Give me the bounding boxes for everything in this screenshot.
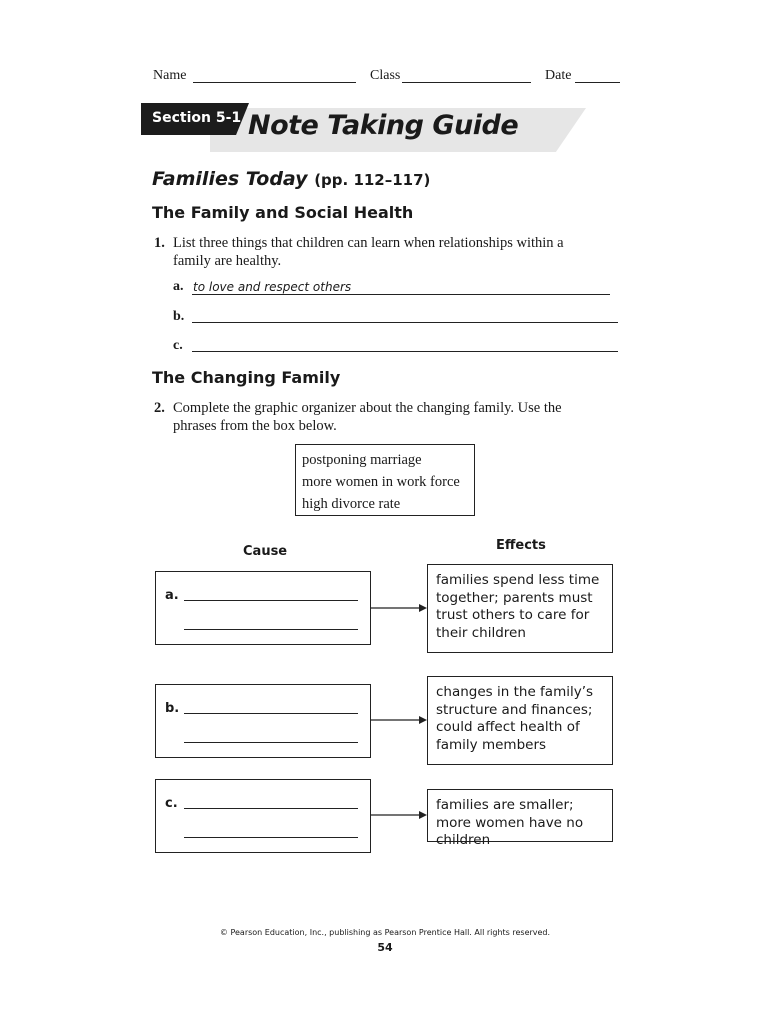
arrow-right-icon (371, 809, 429, 821)
section-tab-label: Section 5-1 (152, 110, 242, 126)
cause-a-line-1[interactable] (184, 600, 358, 601)
name-field[interactable] (193, 82, 356, 83)
cause-c-line-2[interactable] (184, 837, 358, 838)
cause-box-a (155, 571, 371, 645)
page-number: 54 (377, 941, 393, 954)
cause-b-line-1[interactable] (184, 713, 358, 714)
question-2-text: Complete the graphic organizer about the changing family. Use the phrases from the box below. (173, 400, 562, 434)
answer-b-line[interactable] (192, 322, 618, 323)
class-field[interactable] (402, 82, 531, 83)
cause-b-label: b. (165, 701, 180, 716)
name-label: Name (153, 68, 187, 83)
effect-box-a: families spend less time together; parents must trust others to care for their children (427, 564, 613, 653)
answer-a-line[interactable] (192, 294, 610, 295)
lesson-title-text: Families Today (152, 168, 308, 190)
section-heading-changing-family: The Changing Family (152, 368, 341, 387)
phrase-box (295, 444, 475, 516)
question-1-number: 1. (154, 235, 165, 251)
copyright-notice: © Pearson Education, Inc., publishing as Pearson Prentice Hall. All rights reserved. (219, 928, 551, 937)
page-title: Note Taking Guide (248, 110, 519, 141)
answer-c-line[interactable] (192, 351, 618, 352)
answer-b-label: b. (173, 309, 185, 324)
cause-c-label: c. (165, 796, 178, 811)
effects-heading: Effects (496, 538, 546, 553)
question-1-text: List three things that children can learn when relationships within a family are healthy. (173, 235, 564, 269)
phrase-item: more women in work force (302, 474, 460, 490)
cause-b-line-2[interactable] (184, 742, 358, 743)
phrase-item: high divorce rate (302, 496, 401, 512)
answer-c-label: c. (173, 338, 183, 353)
question-2-number: 2. (154, 400, 165, 416)
date-field[interactable] (575, 82, 620, 83)
lesson-title (152, 168, 430, 190)
phrase-item: postponing marriage (302, 452, 422, 468)
cause-c-line-1[interactable] (184, 808, 358, 809)
cause-heading: Cause (243, 544, 288, 559)
cause-a-label: a. (165, 588, 179, 603)
arrow-right-icon (371, 602, 429, 614)
cause-a-line-2[interactable] (184, 629, 358, 630)
section-heading-family-health: The Family and Social Health (152, 203, 414, 222)
effect-box-c: families are smaller; more women have no children (427, 789, 613, 842)
cause-box-c (155, 779, 371, 853)
answer-a-text: to love and respect others (193, 280, 352, 294)
arrow-right-icon (371, 714, 429, 726)
effect-box-b: changes in the family’s structure and finances; could affect health of family members (427, 676, 613, 765)
class-label: Class (370, 68, 401, 83)
date-label: Date (545, 68, 572, 83)
lesson-pages: (pp. 112–117) (314, 171, 431, 189)
cause-box-b (155, 684, 371, 758)
answer-a-label: a. (173, 279, 184, 294)
